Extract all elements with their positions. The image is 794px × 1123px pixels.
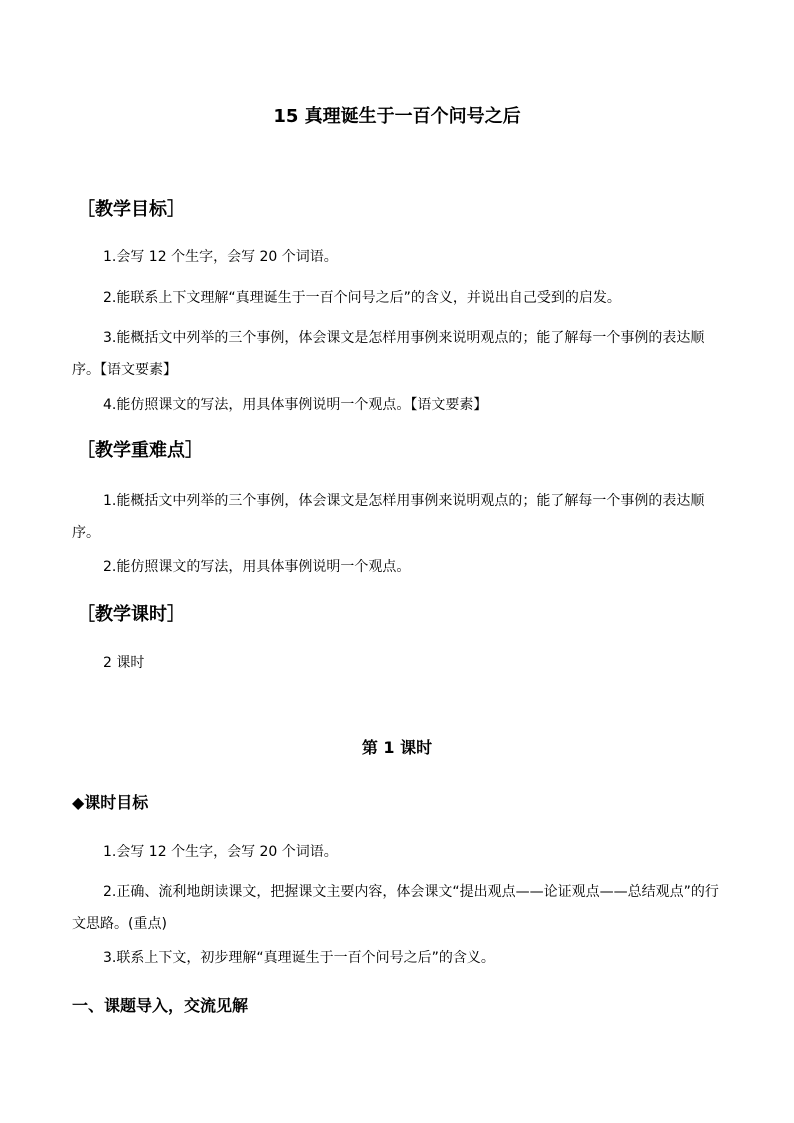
teaching-goals-heading: ［教学目标］: [77, 199, 185, 220]
teaching-hours-text: 2 课时: [103, 655, 145, 671]
lesson-1-title: 第 1 课时: [361, 738, 433, 757]
goal-item-2: 2.能联系上下文理解“真理诞生于一百个问号之后”的含义，并说出自己受到的启发。: [103, 290, 621, 306]
lesson-goals-heading: ◆课时目标: [72, 793, 149, 812]
teaching-hours-heading: ［教学课时］: [77, 604, 185, 625]
lesson-goal-item-3: 3.联系上下文，初步理解“真理诞生于一百个问号之后”的含义。: [103, 950, 495, 966]
section-one-heading: 一、课题导入，交流见解: [72, 996, 249, 1015]
goal-item-3: 3.能概括文中列举的三个事例，体会课文是怎样用事例来说明观点的；能了解每一个事例的表达顺序。【语文要素】: [72, 330, 705, 378]
goal-item-1: 1.会写 12 个生字，会写 20 个词语。: [103, 249, 338, 265]
goal-item-4: 4.能仿照课文的写法，用具体事例说明一个观点。【语文要素】: [103, 397, 488, 413]
key-point-item-1: 1.能概括文中列举的三个事例，体会课文是怎样用事例来说明观点的；能了解每一个事例的表达顺序。: [72, 493, 705, 541]
key-points-heading: ［教学重难点］: [77, 440, 203, 461]
lesson-goal-item-1: 1.会写 12 个生字，会写 20 个词语。: [103, 844, 338, 860]
document-title: 15 真理诞生于一百个问号之后: [273, 106, 521, 127]
key-point-item-2: 2.能仿照课文的写法，用具体事例说明一个观点。: [103, 559, 411, 575]
lesson-goal-item-2: 2.正确、流利地朗读课文，把握课文主要内容，体会课文“提出观点——论证观点——总结观点”的行文思路。(重点): [72, 884, 719, 932]
